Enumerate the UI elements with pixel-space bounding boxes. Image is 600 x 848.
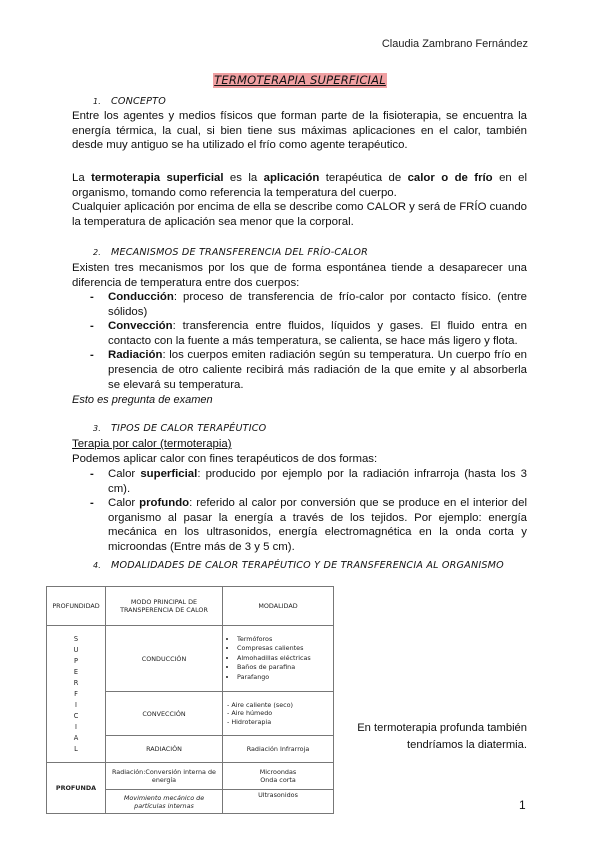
text: Microondas [259,768,297,776]
author-name: Claudia Zambrano Fernández [381,38,528,50]
section-number: 1. [93,97,102,106]
modality-cell [223,763,334,790]
list-item [72,290,527,319]
bold-term: superficial [140,468,198,480]
text: es la [223,172,264,184]
exam-note: Esto es pregunta de examen [72,394,213,406]
section-2-heading [93,247,368,258]
modality-cell [223,626,334,692]
list-item: - Aire caliente (seco) [227,700,294,709]
list-item: - Aire húmedo [227,709,273,718]
bold-term: termoterapia superficial [91,172,224,184]
mode-cell: RADIACIÓN [106,736,223,763]
letter: L [74,744,78,753]
section-4-heading [93,560,504,571]
section-title: CONCEPTO [111,96,166,107]
bold-term: Radiación [108,349,163,362]
mode-cell: Radiación:Conversión interna de energía [106,763,223,790]
section-number: 3. [93,424,102,433]
superficial-label [47,626,106,763]
list-item [72,467,527,496]
table-row [47,763,334,790]
mode-cell: CONVECCIÓN [106,692,223,736]
bold-term: aplicación [263,172,320,184]
text: : referido al calor por conversión que se produce en el interior del organismo al pasar la energía a través de los tejidos. Por ejemplo: energía mecánica en los ultrasonidos, energía electromagnética en la onda corta y microondas (Entre más de 3 y 5 cm). [108,497,527,553]
table-header-row [47,587,334,626]
list-item [72,319,527,348]
list-item: • Baños de parafina [237,663,331,673]
section-title: MODALIDADES DE CALOR TERAPÉUTICO Y DE TRANSFERENCIA AL ORGANISMO [111,560,504,571]
list-item [72,348,527,392]
section-number: 2. [93,248,102,257]
list-item [72,496,527,554]
heat-types-list [72,467,527,555]
list-item: • Termóforos [237,635,331,645]
bold-term: Convección [108,320,173,333]
letter: U [73,645,79,654]
letter: P [74,656,78,665]
letter: I [75,700,77,709]
modalities-table [46,586,334,814]
heat-types-intro: Podemos aplicar calor con fines terapéuticos de dos formas: [72,453,378,465]
modality-cell: Ultrasonidos [223,790,334,814]
column-header: MODALIDAD [223,587,334,626]
text: terapéutica de [319,172,408,184]
text: Hidroterapia [231,717,272,726]
modality-cell [223,692,334,736]
text: : proceso de transferencia de frío-calor por contacto físico. (entre sólidos) [108,291,527,318]
section-1-heading [93,96,166,107]
letter: F [74,689,78,698]
column-header: MODO PRINCIPAL DE TRANSPERENCIA DE CALOR [106,587,223,626]
column-header: PROFUNDIDAD [47,587,106,626]
bold-term: Conducción [108,291,174,303]
section-3-heading [93,423,266,434]
text: en el organismo, tomando como referencia la temperatura del cuerpo. [72,172,528,199]
section-number: 4. [93,561,102,570]
mechanisms-intro: Existen tres mecanismos por los que de forma espontánea tiende a desaparecer una diferencia de temperatura entre dos cuerpos: [72,262,527,289]
text: Aire caliente (seco) [231,700,294,709]
letter: I [75,722,77,731]
mode-cell: Movimiento mecánico de partículas internas [106,790,223,814]
letter: R [73,678,79,687]
list-item: - Hidroterapia [227,717,272,726]
list-item: • Almohadillas eléctricas [237,654,331,664]
modality-list [225,701,331,727]
letter: S [73,634,79,643]
list-item: • Parafango [237,673,331,683]
deep-label: PROFUNDA [47,763,106,814]
letter: C [73,711,79,720]
text: : los cuerpos emiten radiación según su temperatura. Un cuerpo frío en presencia de otro caliente recibirá más radiación de la que emite y al absorberla se elevará su temperatura. [108,349,527,391]
section-title: TIPOS DE CALOR TERAPÉUTICO [111,423,267,434]
temperature-paragraph: Cualquier aplicación por encima de ella se describe como CALOR y será de FRÍO cuando la temperatura de aplicación sea menor que la corporal. [72,201,527,228]
list-item: • Compresas calientes [237,644,331,654]
letter: E [73,667,79,676]
text: La [72,172,92,184]
table-row [47,626,334,692]
subheading: Terapia por calor (termoterapia) [72,438,232,450]
text: Calor [108,468,141,480]
diathermy-note: En termoterapia profunda también tendríamos la diatermia. [357,722,527,751]
modality-list [225,635,331,683]
text: Calor [108,497,140,510]
text: : producido por ejemplo por la radiación infrarroja (hasta los 3 cm). [108,468,527,495]
definition-paragraph [72,171,527,200]
bold-term: calor o de frío [407,172,493,184]
section-title: MECANISMOS DE TRANSFERENCIA DEL FRÍO-CALOR [111,247,368,258]
mode-cell: CONDUCCIÓN [106,626,223,692]
bold-term: profundo [139,497,190,510]
letter: A [73,733,79,742]
page-number: 1 [519,798,526,812]
mechanisms-list [72,290,527,392]
modality-cell: Radiación Infrarroja [223,736,334,763]
text: Onda corta [260,776,296,784]
text: Aire húmedo [231,709,273,718]
page-title: TERMOTERAPIA SUPERFICIAL [214,73,386,87]
text: : transferencia entre fluidos, líquidos y gases. El fluido entra en contacto con la fuente a más temperatura, se calienta, se hace más ligero y flota. [108,320,527,347]
concept-paragraph: Entre los agentes y medios físicos que forman parte de la fisioterapia, se encuentra la energía térmica, la cual, si bien tiene sus máximas aplicaciones en el calor, también desde muy antiguo se ha utilizado el frío como agente terapéutico. [72,110,527,152]
